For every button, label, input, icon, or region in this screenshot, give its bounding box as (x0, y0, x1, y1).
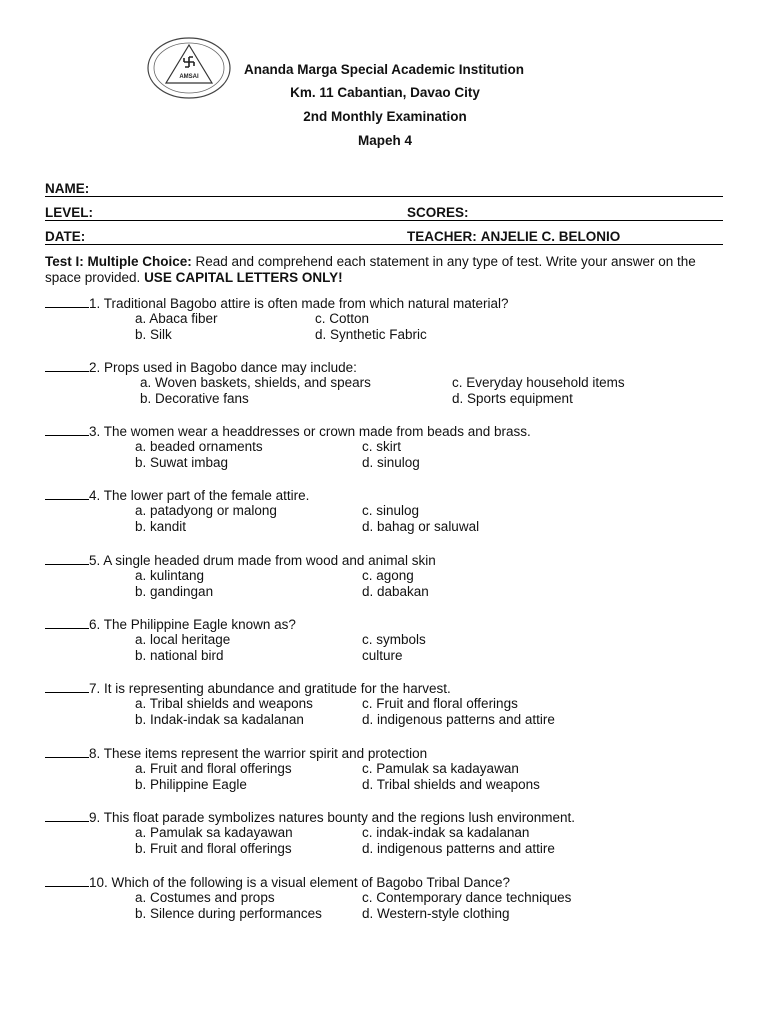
option-a: a. local heritage (135, 632, 231, 647)
question-stem: 10. Which of the following is a visual element of Bagobo Tribal Dance? (89, 875, 510, 890)
question-2 (45, 359, 745, 406)
institution-name: Ananda Marga Special Academic Institution (243, 62, 525, 77)
option-d: d. Tribal shields and weapons (362, 777, 540, 792)
answer-blank[interactable] (45, 809, 89, 822)
question-7 (45, 680, 745, 727)
question-8 (45, 745, 745, 792)
option-a: a. Woven baskets, shields, and spears (140, 375, 371, 390)
option-a: a. Pamulak sa kadayawan (135, 825, 293, 840)
answer-blank[interactable] (45, 359, 89, 372)
question-stem: 8. These items represent the warrior spirit and protection (89, 746, 428, 761)
option-d: d. dabakan (362, 584, 429, 599)
question-stem: 4. The lower part of the female attire. (89, 488, 310, 503)
question-4 (45, 487, 745, 534)
instructions-text: Read and comprehend each statement in any type of test. Write your answer on the space provided. (45, 254, 696, 285)
option-b: b. Silk (135, 327, 172, 342)
option-a: a. beaded ornaments (135, 439, 263, 454)
option-b: b. Indak-indak sa kadalanan (135, 712, 304, 727)
question-10 (45, 874, 745, 921)
option-b: b. Suwat imbag (135, 455, 229, 470)
option-c: c. Everyday household items (452, 375, 625, 390)
option-a: a. Abaca fiber (135, 311, 218, 326)
question-9 (45, 809, 745, 856)
option-b: b. Philippine Eagle (135, 777, 247, 792)
answer-blank[interactable] (45, 680, 89, 693)
question-stem: 9. This float parade symbolizes natures bounty and the regions lush environment. (89, 810, 576, 825)
answer-blank[interactable] (45, 552, 89, 565)
answer-blank[interactable] (45, 745, 89, 758)
date-label: DATE: (45, 229, 86, 244)
question-stem: 2. Props used in Bagobo dance may include: (89, 360, 357, 375)
name-line[interactable] (45, 178, 723, 197)
option-c: c. indak-indak sa kadalanan (362, 825, 530, 840)
teacher-name: ANJELIE C. BELONIO (480, 229, 621, 244)
option-c: c. Contemporary dance techniques (362, 890, 572, 905)
answer-blank[interactable] (45, 616, 89, 629)
option-a: a. Costumes and props (135, 890, 275, 905)
institution-address: Km. 11 Cabantian, Davao City (290, 85, 480, 100)
option-b: b. Fruit and floral offerings (135, 841, 292, 856)
teacher-field (407, 229, 620, 244)
option-a: a. kulintang (135, 568, 205, 583)
option-b: b. gandingan (135, 584, 214, 599)
option-b: b. national bird (135, 648, 224, 663)
option-d: d. indigenous patterns and attire (362, 712, 555, 727)
question-stem: 3. The women wear a headdresses or crown made from beads and brass. (89, 424, 531, 439)
option-c: c. skirt (362, 439, 401, 454)
option-d: d. sinulog (362, 455, 420, 470)
option-a: a. patadyong or malong (135, 503, 277, 518)
scores-label: SCORES: (407, 205, 469, 220)
option-c: c. Fruit and floral offerings (362, 696, 518, 711)
option-a: a. Fruit and floral offerings (135, 761, 292, 776)
option-d: d. indigenous patterns and attire (362, 841, 555, 856)
option-d: d. bahag or saluwal (362, 519, 480, 534)
option-b: b. Silence during performances (135, 906, 322, 921)
option-c: c. symbols (362, 632, 426, 647)
answer-blank[interactable] (45, 295, 89, 308)
option-d: d. Synthetic Fabric (315, 327, 427, 342)
name-label: NAME: (45, 181, 90, 196)
question-6 (45, 616, 745, 663)
swastika-emblem-icon (184, 57, 194, 67)
option-d: d. Western-style clothing (362, 906, 510, 921)
question-stem: 7. It is representing abundance and gratitude for the harvest. (89, 681, 451, 696)
level-scores-line[interactable] (45, 202, 723, 221)
question-5 (45, 552, 745, 599)
option-c: c. Pamulak sa kadayawan (362, 761, 519, 776)
option-b: b. Decorative fans (140, 391, 249, 406)
option-d: culture (362, 648, 403, 663)
question-1 (45, 295, 745, 342)
question-3 (45, 423, 745, 470)
answer-blank[interactable] (45, 487, 89, 500)
question-stem: 1. Traditional Bagobo attire is often made from which natural material? (89, 296, 509, 311)
exam-title: 2nd Monthly Examination (303, 109, 467, 124)
subject-title: Mapeh 4 (357, 133, 412, 148)
level-label: LEVEL: (45, 205, 94, 220)
option-b: b. kandit (135, 519, 187, 534)
answer-blank[interactable] (45, 423, 89, 436)
question-stem: 6. The Philippine Eagle known as? (89, 617, 296, 632)
instructions (45, 254, 725, 286)
option-c: c. agong (362, 568, 414, 583)
option-d: d. Sports equipment (452, 391, 573, 406)
date-teacher-line[interactable] (45, 226, 723, 245)
option-c: c. Cotton (315, 311, 370, 326)
question-stem: 5. A single headed drum made from wood and animal skin (89, 553, 436, 568)
svg-text:AMSAI: AMSAI (179, 74, 199, 80)
instructions-emphasis: USE CAPITAL LETTERS ONLY! (144, 270, 343, 285)
option-a: a. Tribal shields and weapons (135, 696, 313, 711)
answer-blank[interactable] (45, 874, 89, 887)
test-label: Test I: Multiple Choice: (45, 254, 192, 269)
option-c: c. sinulog (362, 503, 420, 518)
teacher-label: TEACHER: (407, 229, 477, 244)
